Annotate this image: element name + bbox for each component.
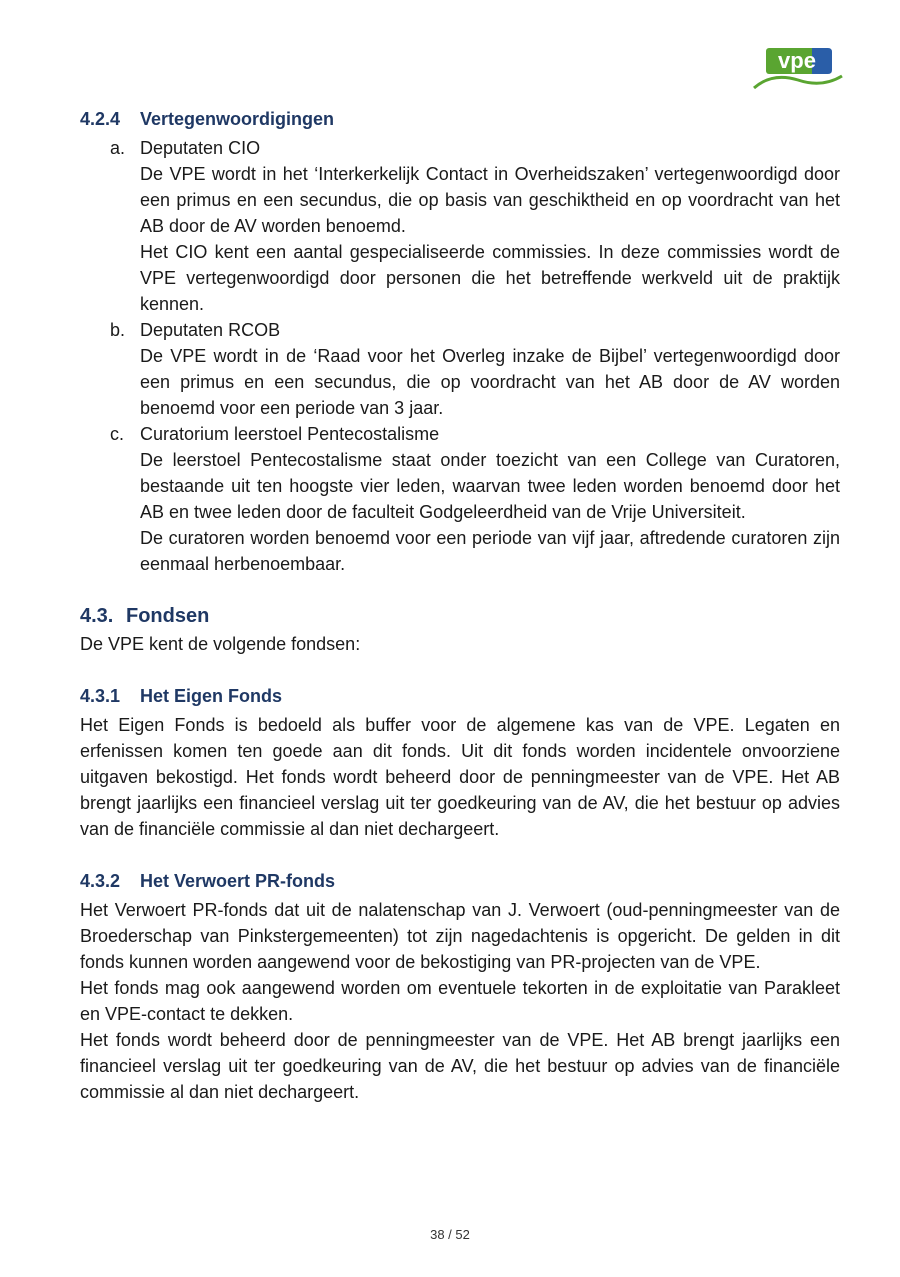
heading-title: Het Verwoert PR-fonds: [140, 871, 336, 891]
paragraph: Het fonds wordt beheerd door de penningmeester van de VPE. Het AB brengt jaarlijks een financieel verslag uit ter goedkeuring van de AV, die het bestuur op advies van de financiële commissie al dan niet dechargeert.: [80, 1030, 840, 1102]
paragraph: Het fonds mag ook aangewend worden om eventuele tekorten in de exploitatie van Parakleet en VPE-contact te dekken.: [80, 978, 840, 1024]
paragraph: De leerstoel Pentecostalisme staat onder toezicht van een College van Curatoren, bestaande uit ten hoogste vier leden, waarvan twee leden worden benoemd door het AB en twee leden door de faculteit Godgeleerdheid van de Vrije Universiteit.: [140, 450, 840, 522]
list-item-b: [80, 317, 840, 421]
heading-number: 4.2.4: [80, 109, 121, 129]
heading-4-3-1: [80, 683, 840, 709]
heading-number: 4.3.1: [80, 686, 121, 706]
page-number: 38 / 52: [430, 1227, 470, 1242]
heading-number: 4.3.: [80, 605, 114, 627]
list-marker: c.: [110, 424, 125, 444]
paragraph: Het Eigen Fonds is bedoeld als buffer voor de algemene kas van de VPE. Legaten en erfenissen komen ten goede aan dit fonds. Uit dit fonds worden incidentele onvoorziene uitgaven bekostigd. Het fonds wordt beheerd door de penningmeester van de VPE. Het AB brengt jaarlijks een financieel verslag uit ter goedkeuring van de AV, die het bestuur op advies van de financiële commissie al dan niet dechargeert.: [80, 715, 840, 839]
heading-4-3: [80, 601, 840, 631]
heading-number: 4.3.2: [80, 871, 121, 891]
vpe-logo: [752, 46, 844, 92]
paragraph: De VPE wordt in het ‘Interkerkelijk Contact in Overheidszaken’ vertegenwoordigd door een primus en een secundus, die op basis van geschiktheid en op voordracht van het AB door de AV worden benoemd.: [140, 164, 840, 236]
list-item-title: Deputaten RCOB: [140, 320, 281, 340]
heading-4-3-2: [80, 868, 840, 894]
list-item-title: Deputaten CIO: [140, 138, 261, 158]
heading-title: Het Eigen Fonds: [140, 686, 283, 706]
heading-title: Vertegenwoordigingen: [140, 109, 335, 129]
paragraph: Het Verwoert PR-fonds dat uit de nalatenschap van J. Verwoert (oud-penningmeester van de Broederschap van Pinkstergemeenten) tot zijn nagedachtenis is opgericht. De gelden in dit fonds kunnen worden aangewend voor de bekostiging van PR-projecten van de VPE.: [80, 900, 840, 972]
heading-4-2-4: [80, 106, 840, 132]
list-marker: a.: [110, 138, 126, 158]
paragraph: De VPE wordt in de ‘Raad voor het Overleg inzake de Bijbel’ vertegenwoordigd door een primus en een secundus, die op voordracht van het AB door de AV worden benoemd voor een periode van 3 jaar.: [140, 346, 840, 418]
list-item-title: Curatorium leerstoel Pentecostalisme: [140, 424, 440, 444]
paragraph: Het CIO kent een aantal gespecialiseerde commissies. In deze commissies wordt de VPE vertegenwoordigd door personen die het betreffende werkveld uit de praktijk kennen.: [140, 242, 840, 314]
logo-text: vpe: [778, 48, 816, 73]
logo-swoosh: [754, 76, 842, 88]
list-item-a: [80, 135, 840, 317]
heading-title: Fondsen: [126, 605, 210, 627]
paragraph: De VPE kent de volgende fondsen:: [80, 634, 361, 654]
list-item-c: [80, 421, 840, 577]
list-marker: b.: [110, 320, 126, 340]
page-content: [80, 106, 840, 1105]
paragraph: De curatoren worden benoemd voor een periode van vijf jaar, aftredende curatoren zijn eenmaal herbenoembaar.: [140, 528, 840, 574]
